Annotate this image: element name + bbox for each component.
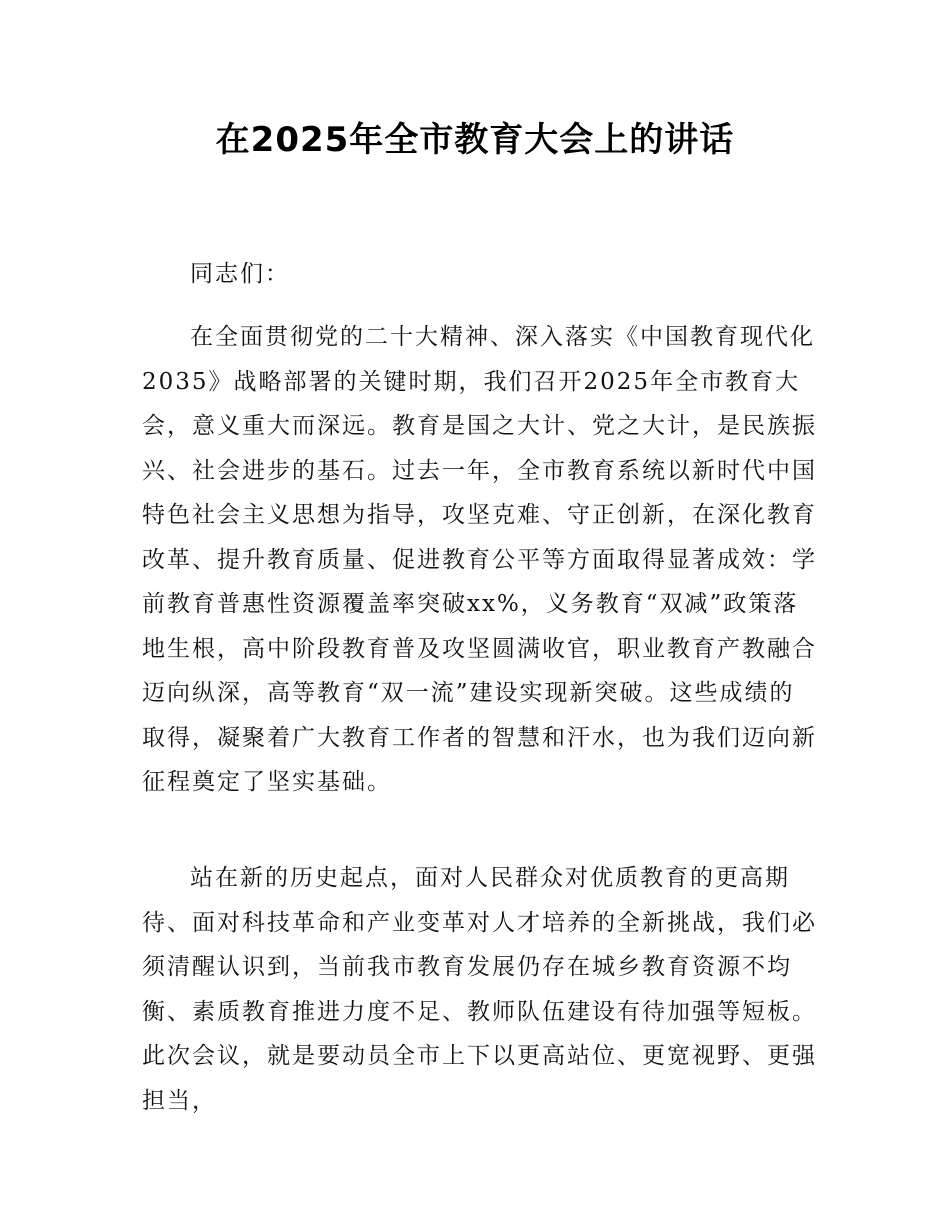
salutation: 同志们： [190, 261, 290, 287]
body-paragraph: 在全面贯彻党的二十大精神、深入落实《中国教育现代化2035》战略部署的关键时期，我们召开2025年全市教育大会，意义重大而深远。教育是国之大计、党之大计，是民族振兴、社会进步的基石。过去一年，全市教育系统以新时代中国特色社会主义思想为指导，攻坚克难、守正创新，在深化教育改革、提升教育质量、促进教育公平等方面取得显著成效：学前教育普惠性资源覆盖率突破xx%，义务教育“双减”政策落地生根，高中阶段教育普及攻坚圆满收官，职业教育产教融合迈向纵深，高等教育“双一流”建设实现新突破。这些成绩的取得，凝聚着广大教育工作者的智慧和汗水，也为我们迈向新征程奠定了坚实基础。 [142, 324, 817, 795]
body-paragraph: 站在新的历史起点，面对人民群众对优质教育的更高期待、面对科技革命和产业变革对人才培养的全新挑战，我们必须清醒认识到，当前我市教育发展仍存在城乡教育资源不均衡、素质教育推进力度不足、教师队伍建设有待加强等短板。此次会议，就是要动员全市上下以更高站位、更宽视野、更强担当， [142, 865, 817, 1114]
document-title: 在2025年全市教育大会上的讲话 [215, 120, 735, 160]
